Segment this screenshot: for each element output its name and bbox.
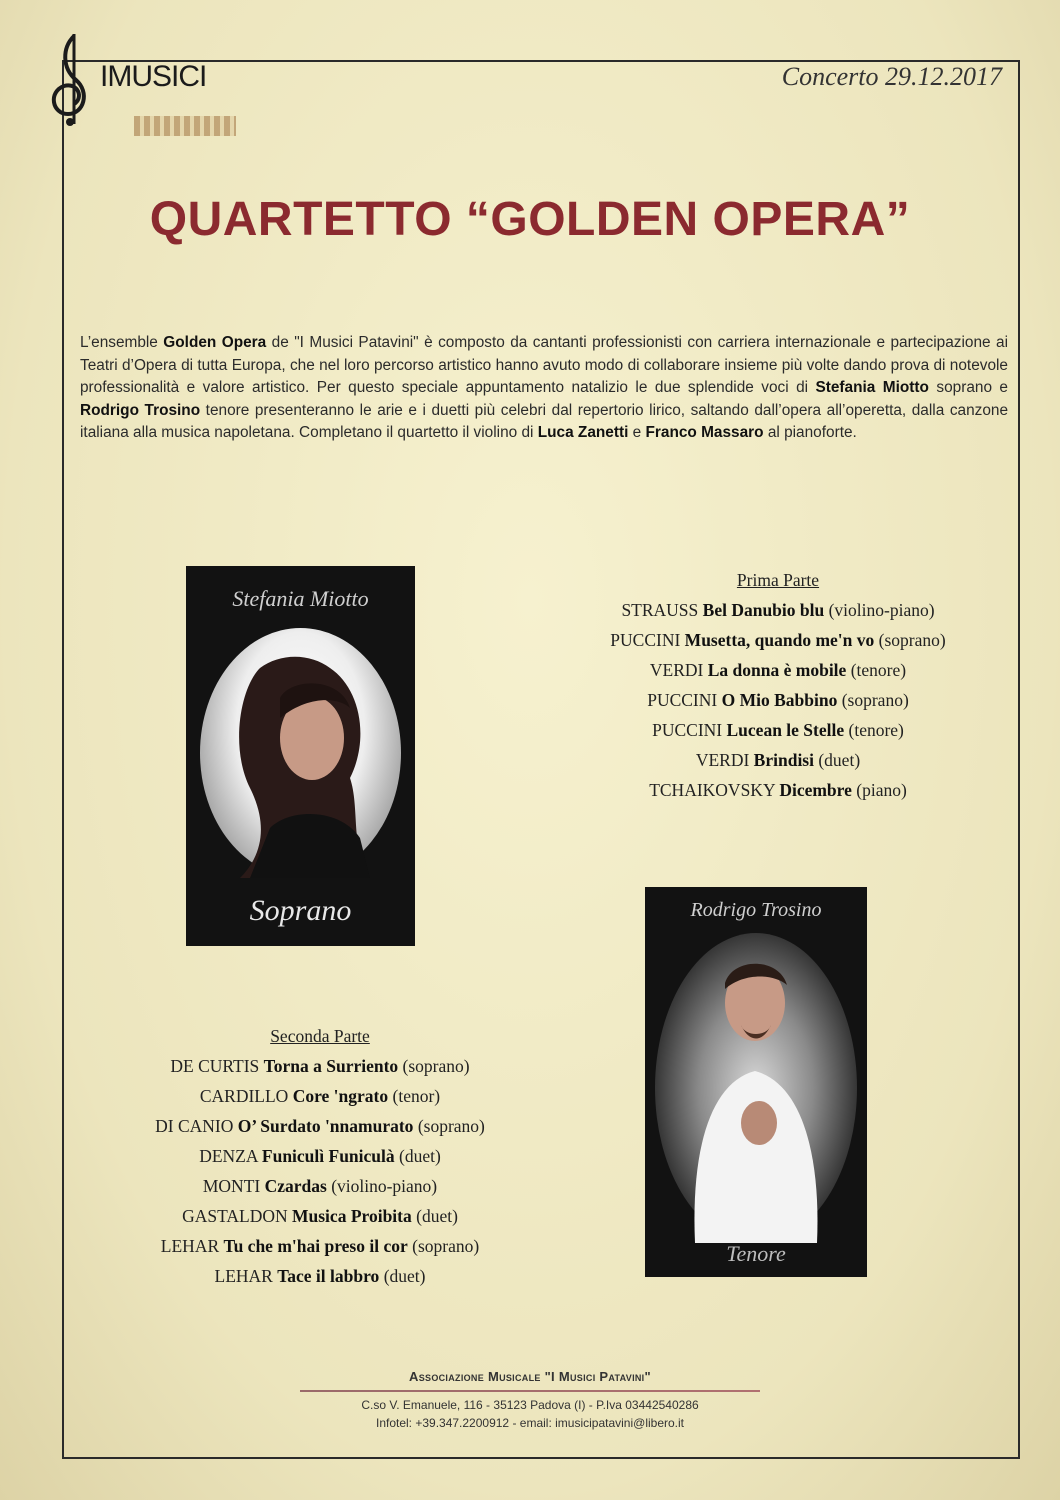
- composer: GASTALDON: [182, 1206, 288, 1226]
- composer: LEHAR: [160, 1236, 220, 1256]
- piece-title: Tace il labbro: [277, 1266, 380, 1286]
- composer: TCHAIKOVSKY: [649, 780, 775, 800]
- piece-title: Bel Danubio blu: [702, 600, 825, 620]
- program-item: [540, 595, 1016, 625]
- footer-address: C.so V. Emanuele, 116 - 35123 Padova (I) - P.Iva 03442540286: [361, 1398, 699, 1412]
- tenor-portrait: [655, 933, 857, 1243]
- program-item: [540, 775, 1016, 805]
- program-item: [100, 1081, 540, 1111]
- program-item: [540, 655, 1016, 685]
- piece-title: La donna è mobile: [707, 660, 847, 680]
- piece-title: Core 'ngrato: [292, 1086, 389, 1106]
- logo-stripe: [134, 116, 236, 136]
- piece-title: Dicembre: [779, 780, 852, 800]
- piece-title: Lucean le Stelle: [726, 720, 845, 740]
- program-item: [540, 625, 1016, 655]
- imusici-logo: [34, 28, 224, 128]
- program-item: [540, 715, 1016, 745]
- footer-divider: [300, 1390, 760, 1392]
- footer-organization: Associazione Musicale "I Musici Patavini": [409, 1369, 651, 1384]
- prima-parte-heading: Prima Parte: [736, 570, 820, 590]
- piece-title: Musetta, quando me'n vo: [684, 630, 875, 650]
- prima-parte-program: [540, 570, 1016, 805]
- piece-title: Funiculì Funiculà: [261, 1146, 395, 1166]
- piece-title: Czardas: [264, 1176, 327, 1196]
- composer: PUCCINI: [610, 630, 681, 650]
- composer: DI CANIO: [155, 1116, 234, 1136]
- soprano-portrait: [200, 628, 401, 878]
- piece-title: Tu che m'hai preso il cor: [223, 1236, 408, 1256]
- program-item: [100, 1051, 540, 1081]
- performer-note: (duet): [416, 1206, 458, 1226]
- performer-note: (tenore): [850, 660, 907, 680]
- composer: CARDILLO: [199, 1086, 289, 1106]
- program-item: [540, 685, 1016, 715]
- performer-note: (duet): [399, 1146, 441, 1166]
- seconda-parte-program: [100, 1026, 540, 1291]
- performer-note: (soprano): [417, 1116, 485, 1136]
- composer: DE CURTIS: [170, 1056, 260, 1076]
- program-item: [100, 1171, 540, 1201]
- composer: DENZA: [199, 1146, 258, 1166]
- piece-title: Brindisi: [753, 750, 814, 770]
- seconda-parte-list: [100, 1051, 540, 1291]
- composer: STRAUSS: [621, 600, 699, 620]
- footer: [0, 1368, 1060, 1432]
- tenor-photo-card: [645, 887, 867, 1277]
- composer: MONTI: [202, 1176, 261, 1196]
- violinist-name: Luca Zanetti: [537, 424, 629, 441]
- concert-date: Concerto 29.12.2017: [781, 62, 1002, 91]
- program-item: [100, 1231, 540, 1261]
- logo-text: IMUSICI: [100, 60, 207, 93]
- performer-note: (piano): [856, 780, 907, 800]
- performer-note: (soprano): [412, 1236, 480, 1256]
- intro-paragraph: L’ensemble Golden Opera de "I Musici Patavini" è composto da cantanti professionisti con carriera internazionale e partecipazione ai Teatri d’Opera di tutta Europa, che nel loro percorso artistico hanno avuto modo di collaborare insieme più volte dando prova di notevole professionalità e valore artistico. Per questo speciale appuntamento natalizio le due splendide voci di Stefania Miotto soprano e Rodrigo Trosino tenore presenteranno le arie e i duetti più celebri dal repertorio lirico, saltando dall’opera all’operetta, dalla canzone italiana alla musica napoletana. Completano il quartetto il violino di Luca Zanetti e Franco Massaro al pianoforte.: [80, 334, 1009, 441]
- program-item: [100, 1141, 540, 1171]
- performer-note: (soprano): [841, 690, 909, 710]
- performer-note: (soprano): [878, 630, 946, 650]
- performer-note: (violino-piano): [331, 1176, 438, 1196]
- piece-title: Torna a Surriento: [263, 1056, 399, 1076]
- footer-contact: Infotel: +39.347.2200912 - email: imusicipatavini@libero.it: [375, 1416, 685, 1430]
- photo-caption-name: Rodrigo Trosino: [690, 899, 822, 921]
- page-title: QUARTETTO “GOLDEN OPERA”: [149, 193, 911, 246]
- prima-parte-list: [540, 595, 1016, 805]
- performer-note: (violino-piano): [828, 600, 935, 620]
- composer: PUCCINI: [652, 720, 723, 740]
- performer-note: (tenore): [848, 720, 904, 740]
- portrait-oval: [200, 628, 401, 878]
- ensemble-name: Golden Opera: [163, 334, 267, 351]
- performer-note: (duet): [383, 1266, 426, 1286]
- composer: VERDI: [649, 660, 704, 680]
- tenor-name: Rodrigo Trosino: [80, 401, 201, 419]
- composer: LEHAR: [214, 1266, 273, 1286]
- program-item: [540, 745, 1016, 775]
- program-item: [100, 1111, 540, 1141]
- pianist-name: Franco Massaro: [645, 424, 764, 441]
- soprano-name: Stefania Miotto: [815, 379, 929, 396]
- portrait-oval: [655, 933, 857, 1243]
- soprano-photo-card: [186, 566, 415, 946]
- program-item: [100, 1261, 540, 1291]
- composer: PUCCINI: [647, 690, 718, 710]
- performer-note: (duet): [818, 750, 861, 770]
- piece-title: Musica Proibita: [292, 1206, 412, 1226]
- performer-note: (tenor): [392, 1086, 441, 1106]
- program-item: [100, 1201, 540, 1231]
- piece-title: O Mio Babbino: [721, 690, 838, 710]
- piece-title: O’ Surdato 'nnamurato: [237, 1116, 414, 1136]
- photo-caption-role: Soprano: [249, 894, 352, 927]
- performer-note: (soprano): [402, 1056, 470, 1076]
- photo-caption-name: Stefania Miotto: [232, 586, 369, 611]
- composer: VERDI: [695, 750, 750, 770]
- seconda-parte-heading: Seconda Parte: [270, 1026, 370, 1046]
- photo-caption-role: Tenore: [726, 1241, 786, 1266]
